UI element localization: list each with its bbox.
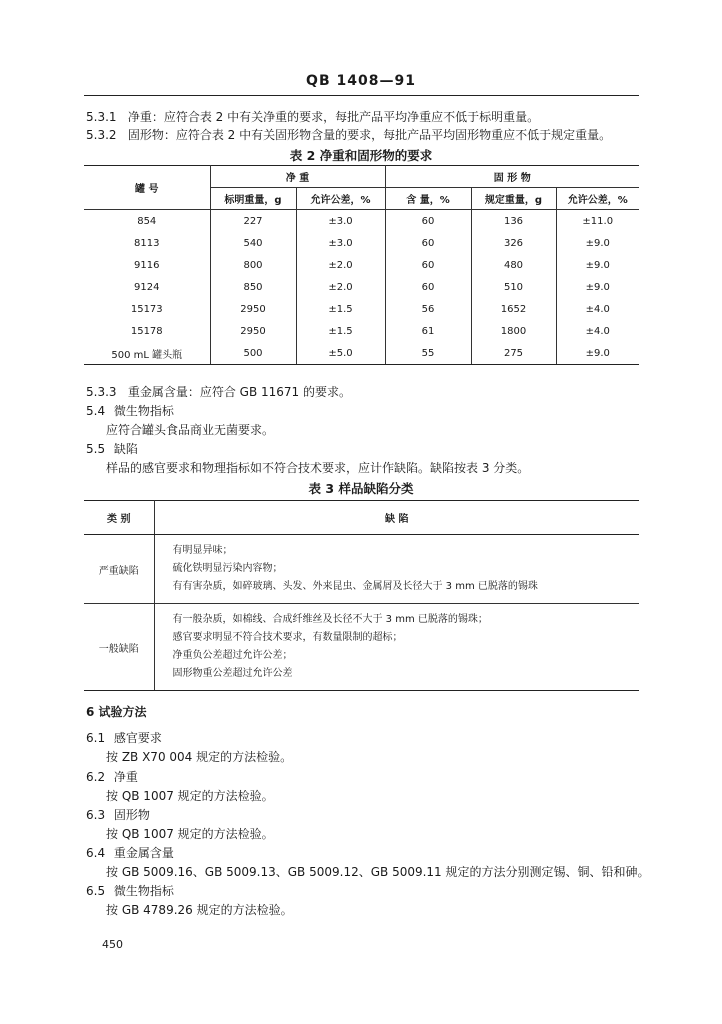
cell: 60 — [385, 254, 471, 276]
subheader: 规定重量，g — [471, 188, 556, 210]
header-type: 类 别 — [84, 501, 154, 535]
cell: ±3.0 — [296, 232, 385, 254]
cell: 60 — [385, 210, 471, 233]
clause-title: 感官要求 — [113, 731, 162, 745]
cell: ±2.0 — [296, 276, 385, 298]
clause-number: 5.5 — [86, 442, 106, 456]
clause-6-3 — [86, 806, 150, 823]
cell: 510 — [471, 276, 556, 298]
cell: 800 — [210, 254, 296, 276]
cell: 540 — [210, 232, 296, 254]
clause-number: 5.4 — [86, 404, 106, 418]
cell: 227 — [210, 210, 296, 233]
header-can-number: 罐 号 — [84, 166, 210, 210]
clause-6-2 — [86, 768, 138, 785]
page-number: 450 — [102, 938, 123, 951]
clause-5-3-1 — [86, 108, 539, 126]
defect-item: 有一般杂质，如棉线、合成纤维丝及长径不大于 3 mm 已脱落的锡珠； — [172, 614, 488, 625]
defect-item: 感官要求明显不符合技术要求，有数量限制的超标； — [172, 632, 403, 643]
cell: ±11.0 — [582, 215, 614, 227]
cell: ±1.5 — [296, 320, 385, 342]
standard-header: QB 1408—91 — [306, 73, 416, 89]
clause-number: 5.3.3 — [86, 385, 117, 399]
clause-number: 6.4 — [86, 846, 106, 860]
table2-net-weight-solids — [84, 165, 639, 365]
cell: 60 — [385, 276, 471, 298]
subheader: 允许公差，% — [296, 188, 385, 210]
clause-6-4-body: 按 GB 5009.16、GB 5009.13、GB 5009.12、GB 5009.11 规定的方法分别测定锡、铜、铅和砷。 — [106, 865, 650, 879]
cell: 500 — [210, 342, 296, 365]
cell: 480 — [471, 254, 556, 276]
subheader: 标明重量，g — [210, 188, 296, 210]
section-6-title: 6 试验方法 — [86, 705, 147, 719]
table-row — [84, 535, 639, 604]
table3-defect-classification — [84, 500, 639, 691]
defect-item: 有明显异味； — [172, 545, 233, 556]
cell: ±4.0 — [585, 303, 610, 315]
clause-title: 微生物指标 — [113, 404, 174, 418]
cell: 500 mL 罐头瓶 — [84, 342, 210, 365]
subheader: 含 量，% — [385, 188, 471, 210]
cell: ±2.0 — [296, 254, 385, 276]
clause-text: 固形物：应符合表 2 中有关固形物含量的要求，每批产品平均固形物重应不低于规定重量。 — [127, 128, 612, 142]
header-rule — [84, 95, 639, 96]
clause-6-1 — [86, 729, 162, 746]
clause-6-2-body: 按 QB 1007 规定的方法检验。 — [106, 789, 274, 803]
cell: 8113 — [84, 232, 210, 254]
clause-6-1-body: 按 ZB X70 004 规定的方法检验。 — [106, 750, 293, 764]
table2-caption: 表 2 净重和固形物的要求 — [289, 148, 433, 163]
cell: 55 — [385, 342, 471, 365]
cell: 2950 — [210, 320, 296, 342]
cell: 2950 — [210, 298, 296, 320]
clause-5-4 — [86, 402, 174, 420]
cell: 9116 — [84, 254, 210, 276]
defect-item: 硫化铁明显污染内容物； — [172, 563, 283, 574]
defect-item: 净重负公差超过允许公差； — [172, 650, 293, 661]
table-row — [84, 232, 639, 254]
clause-text: 重金属含量：应符合 GB 11671 的要求。 — [127, 385, 351, 399]
clause-6-3-body: 按 QB 1007 规定的方法检验。 — [106, 827, 274, 841]
subheader: 允许公差，% — [556, 188, 639, 210]
clause-5-5-body: 样品的感官要求和物理指标如不符合技术要求，应计作缺陷。缺陷按表 3 分类。 — [106, 461, 530, 475]
clause-number: 5.3.1 — [86, 110, 117, 124]
clause-text: 净重：应符合表 2 中有关净重的要求，每批产品平均净重应不低于标明重量。 — [127, 110, 540, 124]
cell: ±4.0 — [585, 325, 610, 337]
serious-label: 严重缺陷 — [84, 535, 154, 604]
table-row — [84, 276, 639, 298]
clause-number: 6.3 — [86, 808, 106, 822]
table-row — [84, 210, 639, 233]
cell: 854 — [84, 210, 210, 233]
cell: ±1.5 — [296, 298, 385, 320]
cell: 56 — [385, 298, 471, 320]
header-solids: 固 形 物 — [385, 166, 639, 188]
header-net-weight: 净 重 — [210, 166, 385, 188]
table3-caption: 表 3 样品缺陷分类 — [308, 481, 414, 496]
header-defect: 缺 陷 — [154, 501, 639, 535]
table-row — [84, 342, 639, 365]
cell: 1652 — [471, 298, 556, 320]
clause-5-4-body: 应符合罐头食品商业无菌要求。 — [106, 423, 275, 437]
serious-items — [154, 535, 639, 604]
general-label: 一般缺陷 — [84, 604, 154, 691]
clause-number: 6.2 — [86, 770, 106, 784]
cell: 136 — [471, 210, 556, 233]
clause-title: 缺陷 — [113, 442, 138, 456]
clause-5-5 — [86, 440, 138, 458]
table-row — [84, 320, 639, 342]
table-row — [84, 254, 639, 276]
table-row — [84, 298, 639, 320]
cell: ±9.0 — [585, 237, 610, 249]
cell: 326 — [471, 232, 556, 254]
cell: 61 — [385, 320, 471, 342]
clause-title: 重金属含量 — [113, 846, 174, 860]
cell: 1800 — [471, 320, 556, 342]
clause-title: 净重 — [113, 770, 138, 784]
cell: 15178 — [84, 320, 210, 342]
defect-item: 有有害杂质，如碎玻璃、头发、外来昆虫、金属屑及长径大于 3 mm 已脱落的锡珠 — [172, 581, 538, 592]
clause-6-5-body: 按 GB 4789.26 规定的方法检验。 — [106, 903, 293, 917]
table-row — [84, 604, 639, 691]
defect-item: 固形物重公差超过允许公差 — [172, 668, 293, 679]
clause-6-5 — [86, 882, 174, 899]
cell: ±5.0 — [296, 342, 385, 365]
cell: ±9.0 — [585, 281, 610, 293]
clause-6-4 — [86, 844, 174, 861]
clause-5-3-3 — [86, 383, 351, 401]
clause-title: 固形物 — [113, 808, 150, 822]
cell: ±9.0 — [585, 259, 610, 271]
clause-title: 微生物指标 — [113, 884, 174, 898]
clause-5-3-2 — [86, 126, 611, 144]
general-items — [154, 604, 639, 691]
cell: 60 — [385, 232, 471, 254]
cell: ±3.0 — [296, 210, 385, 233]
clause-number: 6.1 — [86, 731, 106, 745]
clause-number: 5.3.2 — [86, 128, 117, 142]
clause-number: 6.5 — [86, 884, 106, 898]
cell: 850 — [210, 276, 296, 298]
cell: 9124 — [84, 276, 210, 298]
cell: 275 — [471, 342, 556, 365]
cell: 15173 — [84, 298, 210, 320]
cell: ±9.0 — [556, 342, 639, 365]
